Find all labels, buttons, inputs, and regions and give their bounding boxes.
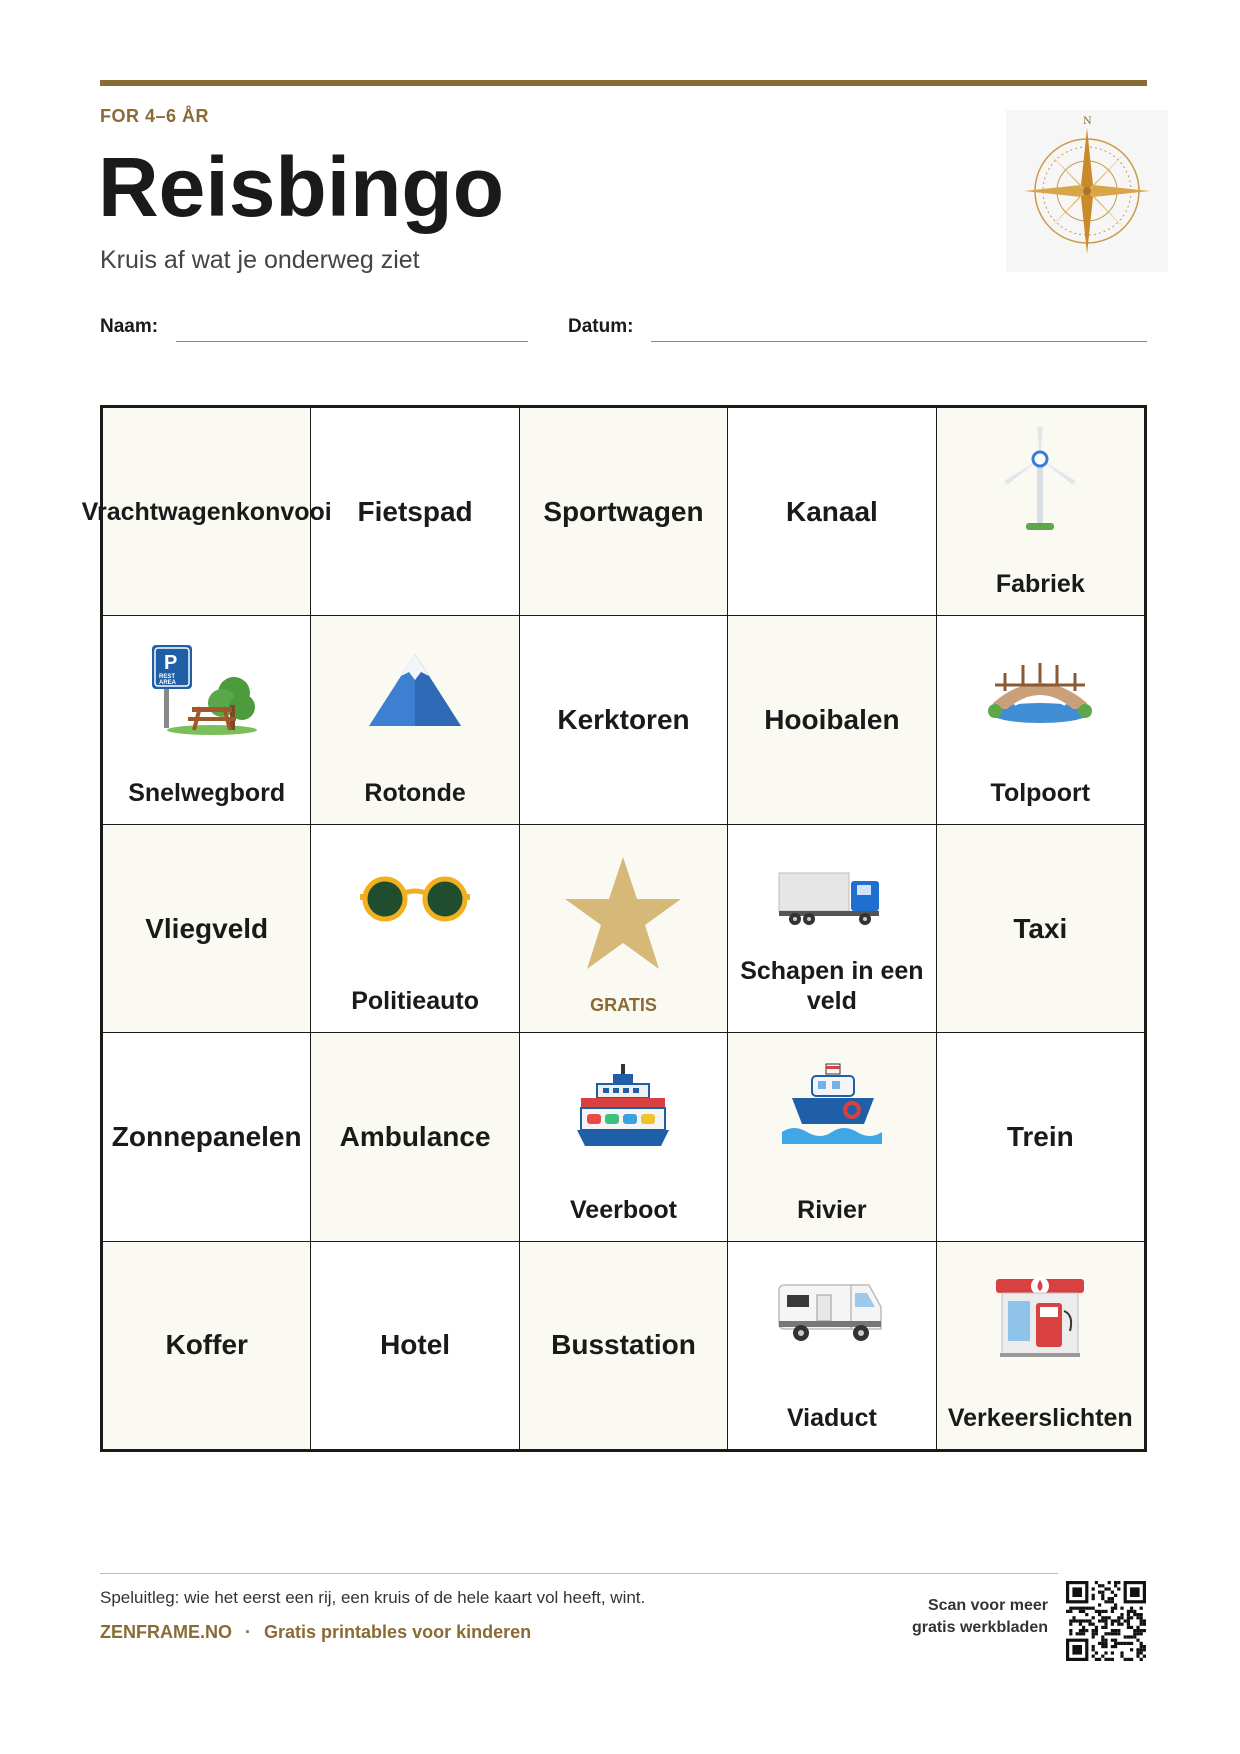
- page-subtitle: Kruis af wat je onderweg ziet: [100, 246, 420, 274]
- svg-text:AREA: AREA: [158, 680, 176, 687]
- bingo-cell[interactable]: [519, 1032, 728, 1241]
- bingo-cell[interactable]: [310, 1241, 519, 1450]
- bingo-cell[interactable]: [102, 1032, 311, 1241]
- bingo-cell-label: Hooibalen: [764, 704, 900, 736]
- name-label: Naam:: [100, 316, 159, 337]
- bingo-cell-label: Busstation: [551, 1329, 696, 1361]
- footer-brand: [100, 1622, 531, 1643]
- bingo-cell[interactable]: [727, 1241, 936, 1450]
- svg-text:REST: REST: [158, 674, 175, 681]
- bingo-cell[interactable]: [519, 407, 728, 616]
- bingo-cell[interactable]: [102, 1241, 311, 1450]
- bingo-cell-label: Vliegveld: [145, 912, 269, 944]
- bridge-icon: [980, 630, 1100, 750]
- top-accent-bar: [100, 80, 1147, 86]
- brand-name[interactable]: ZENFRAME.NO: [100, 1622, 232, 1642]
- scan-line-2: gratis werkbladen: [911, 1618, 1048, 1636]
- wind-turbine-icon: [980, 422, 1100, 542]
- bingo-cell-label: Rotonde: [364, 778, 466, 807]
- free-space-label: GRATIS: [590, 995, 657, 1016]
- gas-station-icon: [980, 1256, 1100, 1376]
- scan-line-1: Scan voor meer: [927, 1597, 1048, 1614]
- bingo-cell[interactable]: [936, 1032, 1145, 1241]
- bingo-cell-label: Sportwagen: [543, 495, 704, 527]
- camper-van-icon: [772, 1256, 892, 1376]
- bingo-cell[interactable]: [519, 615, 728, 824]
- bingo-cell[interactable]: [936, 615, 1145, 824]
- bingo-cell-label: Koffer: [165, 1329, 248, 1361]
- bingo-cell[interactable]: [519, 1241, 728, 1450]
- date-label: Datum:: [568, 316, 634, 337]
- bingo-cell-label: Fabriek: [995, 570, 1085, 599]
- bingo-cell-label: Snelwegbord: [128, 778, 286, 807]
- bingo-cell[interactable]: [102, 615, 311, 824]
- scan-caption: [828, 1595, 1048, 1638]
- truck-icon: [772, 839, 892, 959]
- compass-rose-icon: [1006, 110, 1168, 272]
- bingo-cell[interactable]: [81, 407, 332, 616]
- bingo-cell-label: Vrachtwagenkonvooi: [81, 497, 332, 526]
- brand-separator: ·: [245, 1622, 252, 1642]
- bingo-cell-label: Kerktoren: [557, 704, 690, 736]
- bingo-cell[interactable]: [936, 824, 1145, 1033]
- bingo-cell[interactable]: [310, 407, 519, 616]
- age-label: FOR 4–6 ÅR: [100, 106, 210, 126]
- bingo-cell-label: Trein: [1006, 1121, 1074, 1153]
- mountain-icon: [355, 630, 475, 750]
- bingo-cell-label: Taxi: [1013, 912, 1068, 944]
- rest-area-sign-icon: [147, 630, 267, 750]
- bingo-cell[interactable]: [310, 1032, 519, 1241]
- bingo-cell[interactable]: [310, 615, 519, 824]
- brand-tagline: Gratis printables voor kinderen: [264, 1622, 532, 1642]
- bingo-cell-label: Politieauto: [351, 987, 479, 1016]
- bingo-cell-label: Rivier: [797, 1195, 867, 1224]
- qr-code-icon[interactable]: [1066, 1581, 1146, 1661]
- bingo-cell-label: Hotel: [380, 1329, 451, 1361]
- bingo-cell-label: Kanaal: [785, 495, 878, 527]
- name-input-line[interactable]: [176, 341, 528, 342]
- bingo-cell-label: Veerboot: [570, 1195, 677, 1224]
- bingo-cell[interactable]: [727, 615, 936, 824]
- bingo-cell-label: Tolpoort: [990, 778, 1091, 807]
- star-icon: [561, 853, 685, 977]
- bingo-cell-label: Viaduct: [786, 1403, 877, 1432]
- bingo-cell-label: Ambulance: [339, 1121, 491, 1153]
- svg-text:P: P: [163, 652, 178, 675]
- rules-text: Speluitleg: wie het eerst een rij, een kruis of de hele kaart vol heeft, wint.: [100, 1588, 646, 1607]
- date-input-line[interactable]: [651, 341, 1147, 342]
- bingo-cell[interactable]: [727, 824, 936, 1033]
- bingo-cell[interactable]: [727, 407, 936, 616]
- bingo-cell[interactable]: [727, 1032, 936, 1241]
- boat-icon: [772, 1047, 892, 1167]
- footer-divider: [100, 1573, 1058, 1574]
- bingo-cell[interactable]: [936, 1241, 1145, 1450]
- bingo-cell-label: Fietspad: [357, 495, 473, 527]
- svg-text:N: N: [1083, 116, 1092, 127]
- bingo-cell-label: Zonnepanelen: [111, 1121, 302, 1153]
- bingo-cell[interactable]: [936, 407, 1145, 616]
- bingo-cell[interactable]: [102, 824, 311, 1033]
- sunglasses-icon: [355, 839, 475, 959]
- bingo-cell-label: Schapen in een veld: [740, 957, 924, 1016]
- page-title: Reisbingo: [98, 140, 505, 234]
- ferry-icon: [563, 1047, 683, 1167]
- bingo-cell[interactable]: [310, 824, 519, 1033]
- bingo-card: [81, 405, 1147, 1452]
- bingo-cell-label: Verkeerslichten: [947, 1403, 1133, 1432]
- bingo-cell[interactable]: [519, 824, 728, 1033]
